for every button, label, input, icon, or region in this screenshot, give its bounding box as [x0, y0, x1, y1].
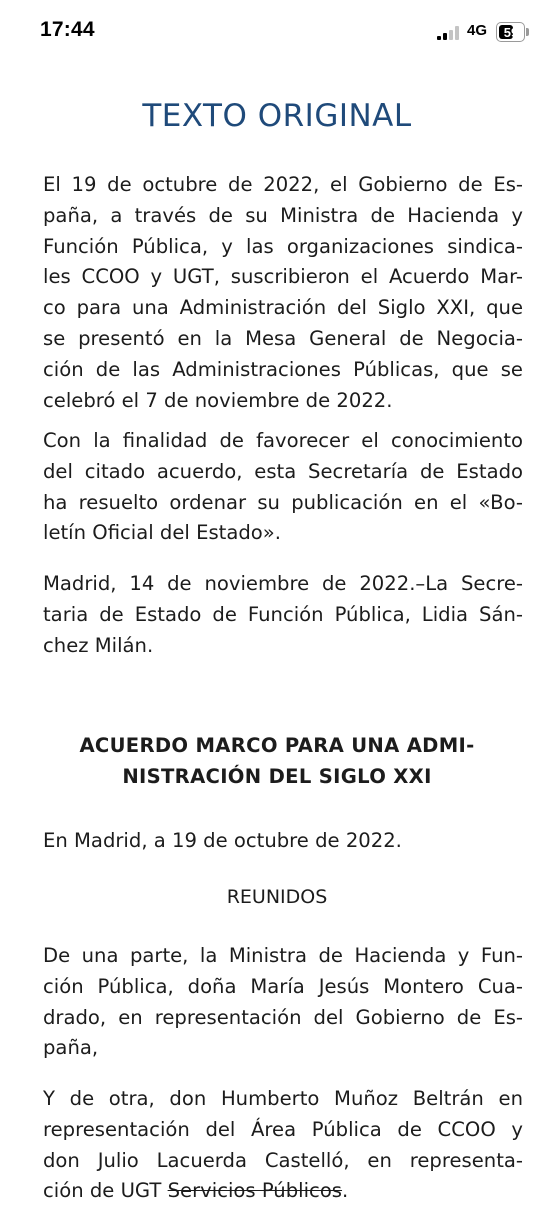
text-line: representación del Área Pública de CCOO y	[43, 1117, 523, 1141]
battery-tip	[526, 28, 529, 36]
heading-line: ACUERDO MARCO PARA UNA ADMI-	[79, 734, 475, 757]
text-line	[43, 1176, 523, 1207]
text-line: Con la finalidad de favorecer el conocimiento	[43, 429, 523, 452]
text-line: taria de Estado de Función Pública, Lidia Sán-	[43, 602, 523, 626]
text-line: Madrid, 14 de noviembre de 2022.–La Secre-	[43, 572, 523, 595]
text-line: co para una Administración del Siglo XXI, que	[43, 296, 523, 320]
reunidos-heading: REUNIDOS	[226, 886, 328, 908]
paragraph-first-party	[43, 941, 523, 1064]
status-bar	[0, 0, 554, 66]
text-line: ción de las Administraciones Públicas, que se	[43, 357, 523, 381]
paragraph-publication	[43, 426, 523, 549]
text-line: celebró el 7 de noviembre de 2022.	[43, 388, 393, 412]
paragraph-second-party	[43, 1084, 523, 1207]
text-line: letín Oficial del Estado».	[43, 521, 282, 545]
text-line: Función Pública, y las organizaciones sindica-	[43, 234, 523, 258]
text-line: El 19 de octubre de 2022, el Gobierno de Es-	[43, 173, 523, 196]
text-line: don Julio Lacuerda Castelló, en representa-	[43, 1148, 523, 1172]
document-title: TEXTO ORIGINAL	[142, 98, 412, 134]
place-date-line	[43, 826, 523, 857]
text-line: paña, a través de su Ministra de Hacienda y	[43, 203, 523, 227]
text-line: ha resuelto ordenar su publicación en el «Bo-	[43, 490, 523, 514]
struck-text: Servicios Públicos	[167, 1179, 343, 1203]
battery-icon	[496, 22, 530, 42]
text-line: del citado acuerdo, esta Secretaría de Estado	[43, 459, 523, 483]
status-time: 17:44	[40, 18, 95, 41]
text-line: En Madrid, a 19 de octubre de 2022.	[43, 829, 402, 852]
text-line: se presentó en la Mesa General de Negocia-	[43, 326, 523, 350]
heading-line: NISTRACIÓN DEL SIGLO XXI	[122, 764, 432, 788]
text-fragment: .	[342, 1179, 349, 1203]
signal-bars-icon	[437, 26, 461, 40]
paragraph-signature	[43, 569, 523, 661]
network-type-label: 4G	[467, 22, 488, 39]
text-line: chez Milán.	[43, 633, 154, 657]
paragraph-agreement-intro	[43, 170, 523, 416]
text-line: les CCOO y UGT, suscribieron el Acuerdo Mar-	[43, 265, 523, 289]
section-heading	[0, 731, 554, 793]
text-line: Y de otra, don Humberto Muñoz Beltrán en	[43, 1087, 523, 1110]
text-fragment: ción de UGT	[43, 1179, 168, 1203]
text-line: De una parte, la Ministra de Hacienda y Fun-	[43, 944, 523, 967]
text-line: paña,	[43, 1036, 99, 1060]
battery-level-label: 59	[503, 25, 519, 40]
text-line: ción Pública, doña María Jesús Montero Cua-	[43, 974, 523, 998]
text-line: drado, en representación del Gobierno de Es-	[43, 1005, 523, 1029]
